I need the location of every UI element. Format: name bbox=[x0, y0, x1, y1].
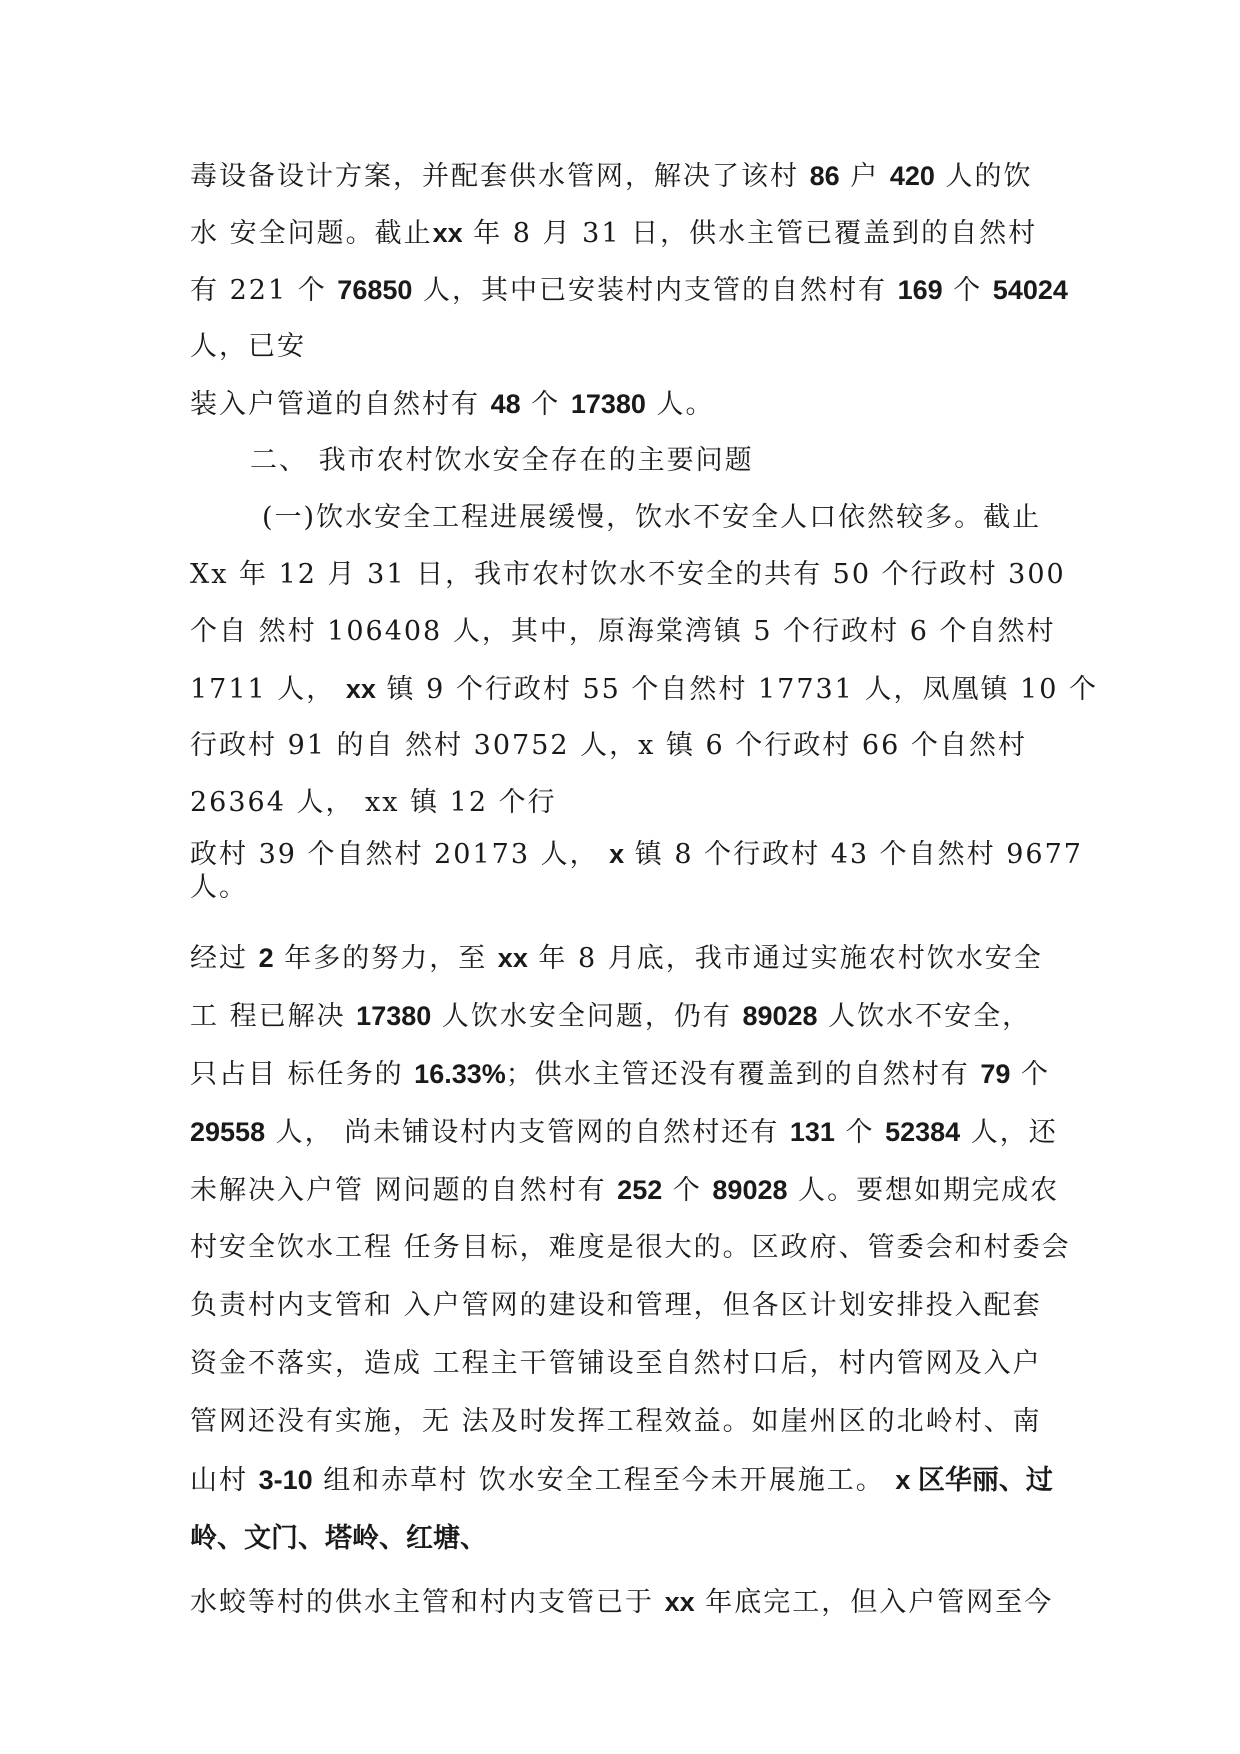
text-segment: 山村 bbox=[190, 1465, 259, 1496]
text-segment: 人，已安 bbox=[190, 331, 306, 362]
bold-text-segment: 54024 bbox=[992, 275, 1068, 305]
bold-text-segment: 76850 bbox=[337, 275, 413, 305]
bold-text-segment: 131 bbox=[789, 1117, 835, 1147]
text-segment: 户 bbox=[839, 161, 890, 192]
text-line bbox=[190, 785, 557, 821]
text-segment: 人饮水安全问题，仍有 bbox=[431, 1001, 743, 1032]
text-line bbox=[190, 1172, 1059, 1209]
text-segment: 二、 我市农村饮水安全存在的主要问题 bbox=[250, 445, 754, 476]
text-line bbox=[190, 940, 1043, 977]
text-segment: 毒设备设计方案，并配套供水管网，解决了该村 bbox=[190, 161, 810, 192]
text-segment: 工 程已解决 bbox=[190, 1001, 357, 1032]
text-line bbox=[190, 836, 1083, 873]
bold-text-segment: xx bbox=[664, 1587, 695, 1617]
text-segment: 村安全饮水工程 任务目标，难度是很大的。区政府、管委会和村委会 bbox=[190, 1232, 1071, 1263]
bold-text-segment: xx bbox=[345, 674, 376, 704]
text-line bbox=[190, 272, 1068, 309]
bold-text-segment: 2 bbox=[258, 943, 274, 973]
text-line bbox=[190, 158, 1032, 195]
text-segment: 行政村 91 的自 然村 30752 人，x 镇 6 个行政村 66 个自然村 bbox=[190, 730, 1027, 761]
text-segment: 有 221 个 bbox=[190, 275, 338, 306]
subsection-paragraph-start bbox=[262, 500, 1041, 536]
text-line bbox=[190, 1230, 1071, 1266]
text-segment: 装入户管道的自然村有 bbox=[190, 389, 491, 420]
text-segment: 人。要想如期完成农 bbox=[787, 1175, 1060, 1206]
text-segment: 人。 bbox=[645, 389, 715, 420]
text-line bbox=[190, 386, 715, 423]
text-line bbox=[190, 1584, 1053, 1621]
text-line bbox=[190, 1520, 487, 1557]
bold-text-segment: 420 bbox=[889, 161, 935, 191]
text-line bbox=[190, 1114, 1058, 1151]
bold-text-segment: 86 bbox=[809, 161, 840, 191]
section-heading bbox=[250, 443, 754, 479]
text-segment: 管网还没有实施，无 法及时发挥工程效益。如崖州区的北岭村、南 bbox=[190, 1406, 1042, 1437]
text-segment: 年多的努力，至 bbox=[273, 943, 498, 974]
text-segment: 人的饮 bbox=[934, 161, 1033, 192]
text-line bbox=[190, 1056, 1050, 1093]
text-segment: 年 8 月底，我市通过实施农村饮水安全 bbox=[527, 943, 1043, 974]
text-line bbox=[190, 998, 1031, 1035]
bold-text-segment: 79 bbox=[980, 1059, 1011, 1089]
text-line bbox=[190, 329, 306, 365]
text-segment: 组和赤草村 饮水安全工程至今未开展施工。 bbox=[312, 1465, 896, 1496]
bold-text-segment: xx bbox=[497, 943, 528, 973]
bold-text-segment: 48 bbox=[490, 389, 521, 419]
text-segment: 个 bbox=[942, 275, 993, 306]
text-line bbox=[190, 728, 1027, 764]
text-segment: 镇 9 个行政村 55 个自然村 17731 人，凤凰镇 10 个 bbox=[375, 674, 1098, 705]
text-segment: Xx 年 12 月 31 日，我市农村饮水不安全的共有 50 个行政村 300 bbox=[190, 559, 1066, 590]
text-line bbox=[190, 215, 1037, 252]
text-segment: 个 bbox=[1010, 1059, 1050, 1090]
text-line bbox=[190, 870, 248, 906]
text-segment: ；供水主管还没有覆盖到的自然村有 bbox=[505, 1059, 981, 1090]
text-segment: 负责村内支管和 入户管网的建设和管理，但各区计划安排投入配套 bbox=[190, 1290, 1042, 1321]
text-segment: 人，还 bbox=[960, 1117, 1058, 1148]
text-segment: 人饮水不安全， bbox=[817, 1001, 1032, 1032]
text-segment: 年底完工，但入户管网至今 bbox=[694, 1587, 1054, 1618]
text-segment: 水 安全问题。截止 bbox=[190, 218, 433, 249]
text-segment: 未解决入户管 网问题的自然村有 bbox=[190, 1175, 618, 1206]
text-segment: 个 bbox=[520, 389, 571, 420]
text-segment: 26364 人， xx 镇 12 个行 bbox=[190, 787, 557, 818]
bold-text-segment: 17380 bbox=[570, 389, 646, 419]
text-segment: 政村 39 个自然村 20173 人， bbox=[190, 839, 610, 870]
bold-text-segment: 岭、文门、塔岭、红塘、 bbox=[190, 1523, 487, 1553]
text-line bbox=[190, 1404, 1042, 1440]
text-line bbox=[190, 557, 1066, 593]
bold-text-segment: 89028 bbox=[742, 1001, 818, 1031]
bold-text-segment: x 区华丽、过 bbox=[895, 1465, 1053, 1495]
text-line bbox=[190, 1346, 1042, 1382]
text-segment: 人， 尚未铺设村内支管网的自然村还有 bbox=[265, 1117, 790, 1148]
text-segment: 个 bbox=[662, 1175, 713, 1206]
bold-text-segment: 252 bbox=[617, 1175, 663, 1205]
text-line bbox=[190, 614, 1056, 650]
text-line bbox=[190, 1462, 1053, 1499]
text-segment: 镇 8 个行政村 43 个自然村 9677 bbox=[624, 839, 1083, 870]
text-segment: 经过 bbox=[190, 943, 259, 974]
bold-text-segment: 17380 bbox=[356, 1001, 432, 1031]
text-line bbox=[190, 671, 1098, 708]
text-segment: 水蛟等村的供水主管和村内支管已于 bbox=[190, 1587, 665, 1618]
text-segment: 1711 人， bbox=[190, 674, 346, 705]
text-segment: 资金不落实，造成 工程主干管铺设至自然村口后，村内管网及入户 bbox=[190, 1348, 1042, 1379]
text-segment: (一)饮水安全工程进展缓慢，饮水不安全人口依然较多。截止 bbox=[262, 502, 1042, 533]
bold-text-segment: 89028 bbox=[712, 1175, 788, 1205]
text-segment: 人。 bbox=[190, 872, 248, 903]
text-segment: 个 bbox=[834, 1117, 886, 1148]
bold-text-segment: x bbox=[609, 839, 625, 869]
bold-text-segment: xx bbox=[432, 218, 463, 248]
bold-text-segment: 3-10 bbox=[258, 1465, 313, 1495]
bold-text-segment: 29558 bbox=[190, 1117, 266, 1147]
text-segment: 个自 然村 106408 人，其中，原海棠湾镇 5 个行政村 6 个自然村 bbox=[190, 616, 1056, 647]
text-segment: 只占目 标任务的 bbox=[190, 1059, 415, 1090]
bold-text-segment: 52384 bbox=[885, 1117, 961, 1147]
bold-text-segment: 16.33% bbox=[414, 1059, 506, 1089]
text-line bbox=[190, 1288, 1042, 1324]
bold-text-segment: 169 bbox=[897, 275, 943, 305]
text-segment: 人，其中已安装村内支管的自然村有 bbox=[412, 275, 898, 306]
text-segment: 年 8 月 31 日，供水主管已覆盖到的自然村 bbox=[462, 218, 1038, 249]
